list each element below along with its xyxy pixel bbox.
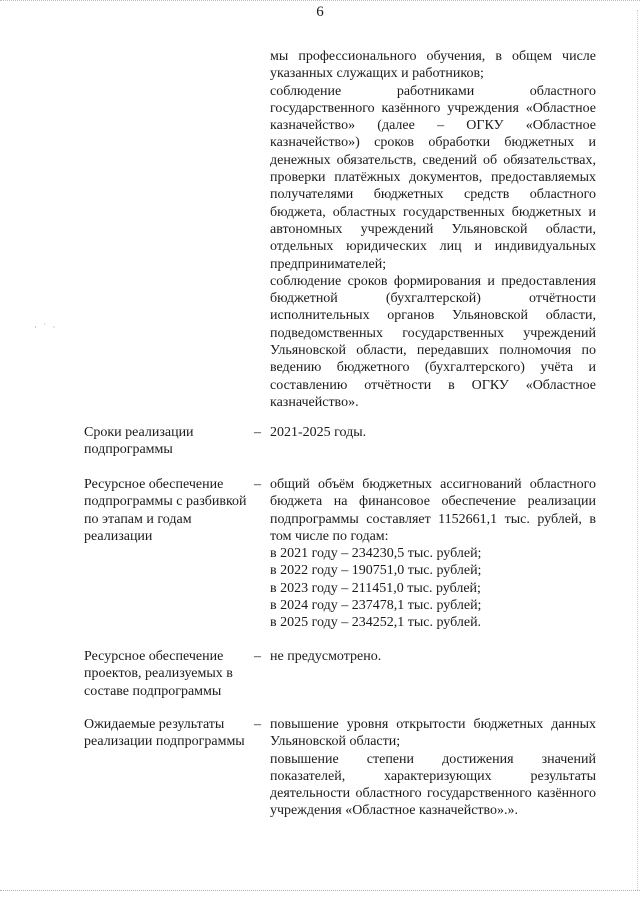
funding-year-line: в 2025 году – 234252,1 тыс. рублей. bbox=[270, 615, 482, 631]
funding-year-line: в 2023 году – 211451,0 тыс. рублей; bbox=[270, 580, 481, 596]
row-dash: – bbox=[254, 649, 261, 664]
row-dash: – bbox=[254, 477, 261, 492]
row-label-projects: Ресурсное обеспечение проектов, реализуемых в составе подпрограммы bbox=[84, 649, 233, 699]
row-label-results: Ожидаемые результаты реализации подпрограммы bbox=[84, 717, 245, 750]
result-item: повышение степени достижения значений показателей, характеризующих результаты деятельности областного государственного казённого учреждения «Областное казначейство».». bbox=[270, 751, 596, 819]
paragraph: соблюдение работниками областного государственного казённого учреждения «Областное казначейство» (далее – ОГКУ «Областное казначейство») сроков обработки бюджетных и денежных обязательств, сведений об обязательствах, проверки платёжных документов, предоставляемых получателями бюджетных средств областного бюджета, областных государственных бюджетных и автономных учреждений Ульяновской области, отдельных юридических лиц и индивидуальных предпринимателей; bbox=[270, 83, 596, 272]
value-line: не предусмотрено. bbox=[270, 649, 382, 664]
paragraph: мы профессионального обучения, в общем числе указанных служащих и работников; bbox=[270, 49, 596, 82]
funding-year-line: в 2022 году – 190751,0 тыс. рублей; bbox=[270, 563, 482, 579]
row-label-funding: Ресурсное обеспечение подпрограммы с разбивкой по этапам и годам реализации bbox=[84, 477, 247, 544]
value-line: 2021-2025 годы. bbox=[270, 425, 367, 440]
page-number: 6 bbox=[316, 4, 324, 20]
row-label-timeline: Сроки реализации подпрограммы bbox=[84, 425, 194, 458]
scan-bottom-edge bbox=[0, 890, 640, 895]
row-value-funding bbox=[270, 476, 596, 632]
scan-right-edge bbox=[636, 10, 638, 890]
row-dash: – bbox=[254, 425, 261, 440]
continued-text-block bbox=[270, 48, 596, 411]
row-value-projects bbox=[270, 648, 596, 665]
row-value-timeline bbox=[270, 424, 596, 441]
row-value-results bbox=[270, 716, 596, 820]
row-dash: – bbox=[254, 717, 261, 732]
paragraph: соблюдение сроков формирования и предоставления бюджетной (бухгалтерской) отчётности исполнительных органов Ульяновской области, подведомственных государственных учреждений Ульяновской области, передавших полномочия по ведению бюджетного (бухгалтерского) учёта и составлению отчётности в ОГКУ «Областное казначейство». bbox=[270, 273, 596, 410]
funding-year-line: в 2024 году – 237478,1 тыс. рублей; bbox=[270, 598, 482, 614]
funding-year-line: в 2021 году – 234230,5 тыс. рублей; bbox=[270, 546, 482, 562]
scan-artifact: · ˙ · bbox=[34, 322, 58, 332]
funding-intro: общий объём бюджетных ассигнований областного бюджета на финансовое обеспечение реализации подпрограммы составляет 1152661,1 тыс. рублей, в том числе по годам: bbox=[270, 477, 596, 544]
result-item: повышение уровня открытости бюджетных данных Ульяновской области; bbox=[270, 717, 596, 750]
